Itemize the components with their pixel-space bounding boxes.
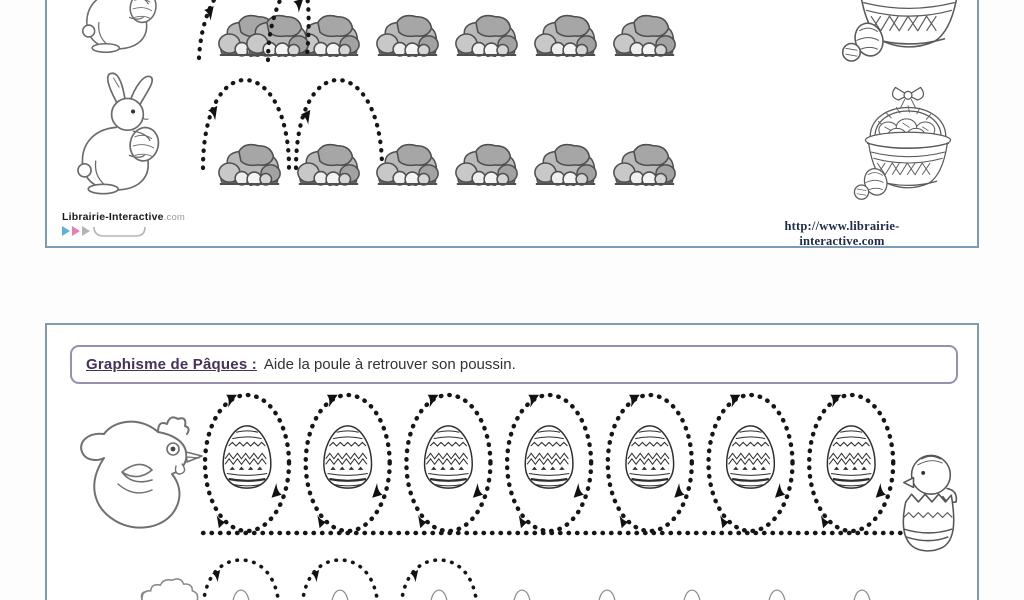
worksheet-page-rabbit — [45, 0, 979, 248]
footer-url: http://www.librairie-interactive.com — [784, 219, 900, 248]
logo-librairie-interactive — [62, 212, 185, 237]
logo-arrows — [62, 225, 185, 237]
worksheet-instruction: Aide la poule à retrouver son poussin. — [263, 356, 516, 373]
worksheet-title: Graphisme de Pâques : — [86, 356, 257, 373]
logo-text-line — [62, 212, 185, 223]
logo-text: Librairie-Interactive — [62, 211, 164, 223]
logo-suffix: .com — [163, 212, 186, 223]
logo-arrow-grey-icon — [82, 226, 90, 236]
logo-arrow-pink-icon — [72, 226, 80, 236]
logo-arrow-blue-icon — [62, 226, 70, 236]
logo-swoosh-icon — [92, 225, 148, 238]
worksheet-title-box — [70, 345, 958, 384]
